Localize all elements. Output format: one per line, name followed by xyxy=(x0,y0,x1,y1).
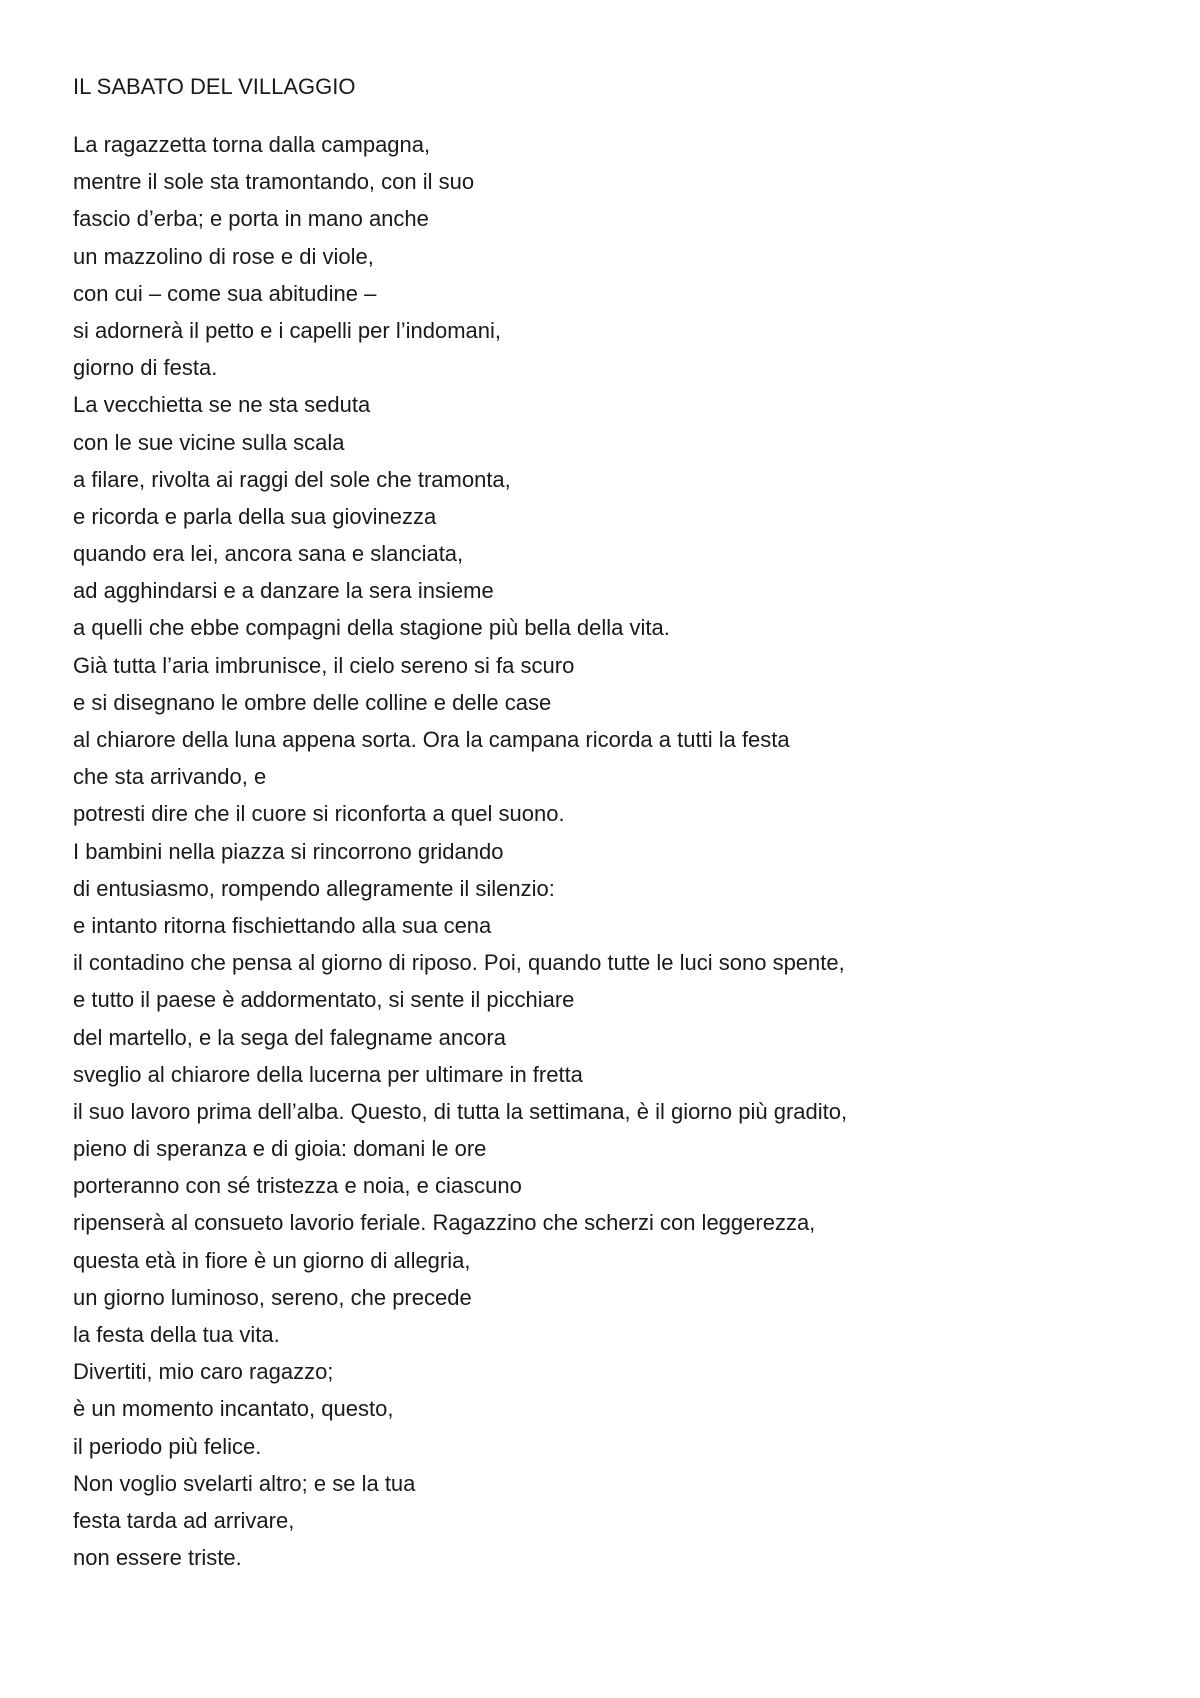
poem-line: Divertiti, mio caro ragazzo; xyxy=(73,1359,334,1385)
poem-line: fascio d’erba; e porta in mano anche xyxy=(73,206,429,232)
poem-line: un mazzolino di rose e di viole, xyxy=(73,243,374,269)
poem-line: Già tutta l’aria imbrunisce, il cielo sereno si fa scuro xyxy=(73,652,575,678)
poem-line: Non voglio svelarti altro; e se la tua xyxy=(73,1470,416,1496)
poem-line: di entusiasmo, rompendo allegramente il silenzio: xyxy=(73,875,555,901)
poem-line: con cui – come sua abitudine – xyxy=(73,280,377,306)
poem-line: quando era lei, ancora sana e slanciata, xyxy=(73,541,464,567)
poem-line: al chiarore della luna appena sorta. Ora la campana ricorda a tutti la festa xyxy=(73,727,790,752)
poem-line: ripenserà al consueto lavorio feriale. Ragazzino che scherzi con leggerezza, xyxy=(73,1210,816,1236)
poem-line: La vecchietta se ne sta seduta xyxy=(73,392,371,418)
poem-line: I bambini nella piazza si rincorrono gridando xyxy=(73,838,504,864)
poem-line: giorno di festa. xyxy=(73,355,218,381)
poem-line: la festa della tua vita. xyxy=(73,1322,280,1347)
poem-body xyxy=(73,126,847,1576)
poem-line: un giorno luminoso, sereno, che precede xyxy=(73,1284,472,1310)
poem-line: porteranno con sé tristezza e noia, e ciascuno xyxy=(73,1173,522,1199)
poem-line: mentre il sole sta tramontando, con il suo xyxy=(73,169,475,195)
poem-line: a quelli che ebbe compagni della stagione più bella della vita. xyxy=(73,615,670,641)
poem-line: del martello, e la sega del falegname ancora xyxy=(73,1024,506,1050)
poem-line: e si disegnano le ombre delle colline e delle case xyxy=(73,689,552,715)
poem-line: e ricorda e parla della sua giovinezza xyxy=(73,503,437,529)
poem-line: a filare, rivolta ai raggi del sole che tramonta, xyxy=(73,466,511,492)
poem-line: il periodo più felice. xyxy=(73,1433,262,1459)
poem-line: sveglio al chiarore della lucerna per ultimare in fretta xyxy=(73,1061,583,1087)
poem-line: non essere triste. xyxy=(73,1545,242,1571)
poem-title: IL SABATO DEL VILLAGGIO xyxy=(73,74,356,99)
poem-line: che sta arrivando, e xyxy=(73,764,267,790)
poem-line: ad agghindarsi e a danzare la sera insieme xyxy=(73,578,494,604)
poem-line: è un momento incantato, questo, xyxy=(73,1396,394,1422)
poem-line: e tutto il paese è addormentato, si sente il picchiare xyxy=(73,987,575,1013)
poem-line: festa tarda ad arrivare, xyxy=(73,1507,295,1533)
poem-line: il contadino che pensa al giorno di riposo. Poi, quando tutte le luci sono spente, xyxy=(73,950,845,976)
poem-line: il suo lavoro prima dell’alba. Questo, di tutta la settimana, è il giorno più gradito, xyxy=(73,1098,848,1124)
poem-line: si adornerà il petto e i capelli per l’indomani, xyxy=(73,317,502,343)
poem-line: potresti dire che il cuore si riconforta a quel suono. xyxy=(73,801,565,827)
poem-line: e intanto ritorna fischiettando alla sua cena xyxy=(73,912,492,938)
poem-line: La ragazzetta torna dalla campagna, xyxy=(73,132,431,157)
poem-line: questa età in fiore è un giorno di allegria, xyxy=(73,1247,471,1273)
poem-line: pieno di speranza e di gioia: domani le ore xyxy=(73,1136,487,1162)
poem-line: con le sue vicine sulla scala xyxy=(73,429,345,455)
